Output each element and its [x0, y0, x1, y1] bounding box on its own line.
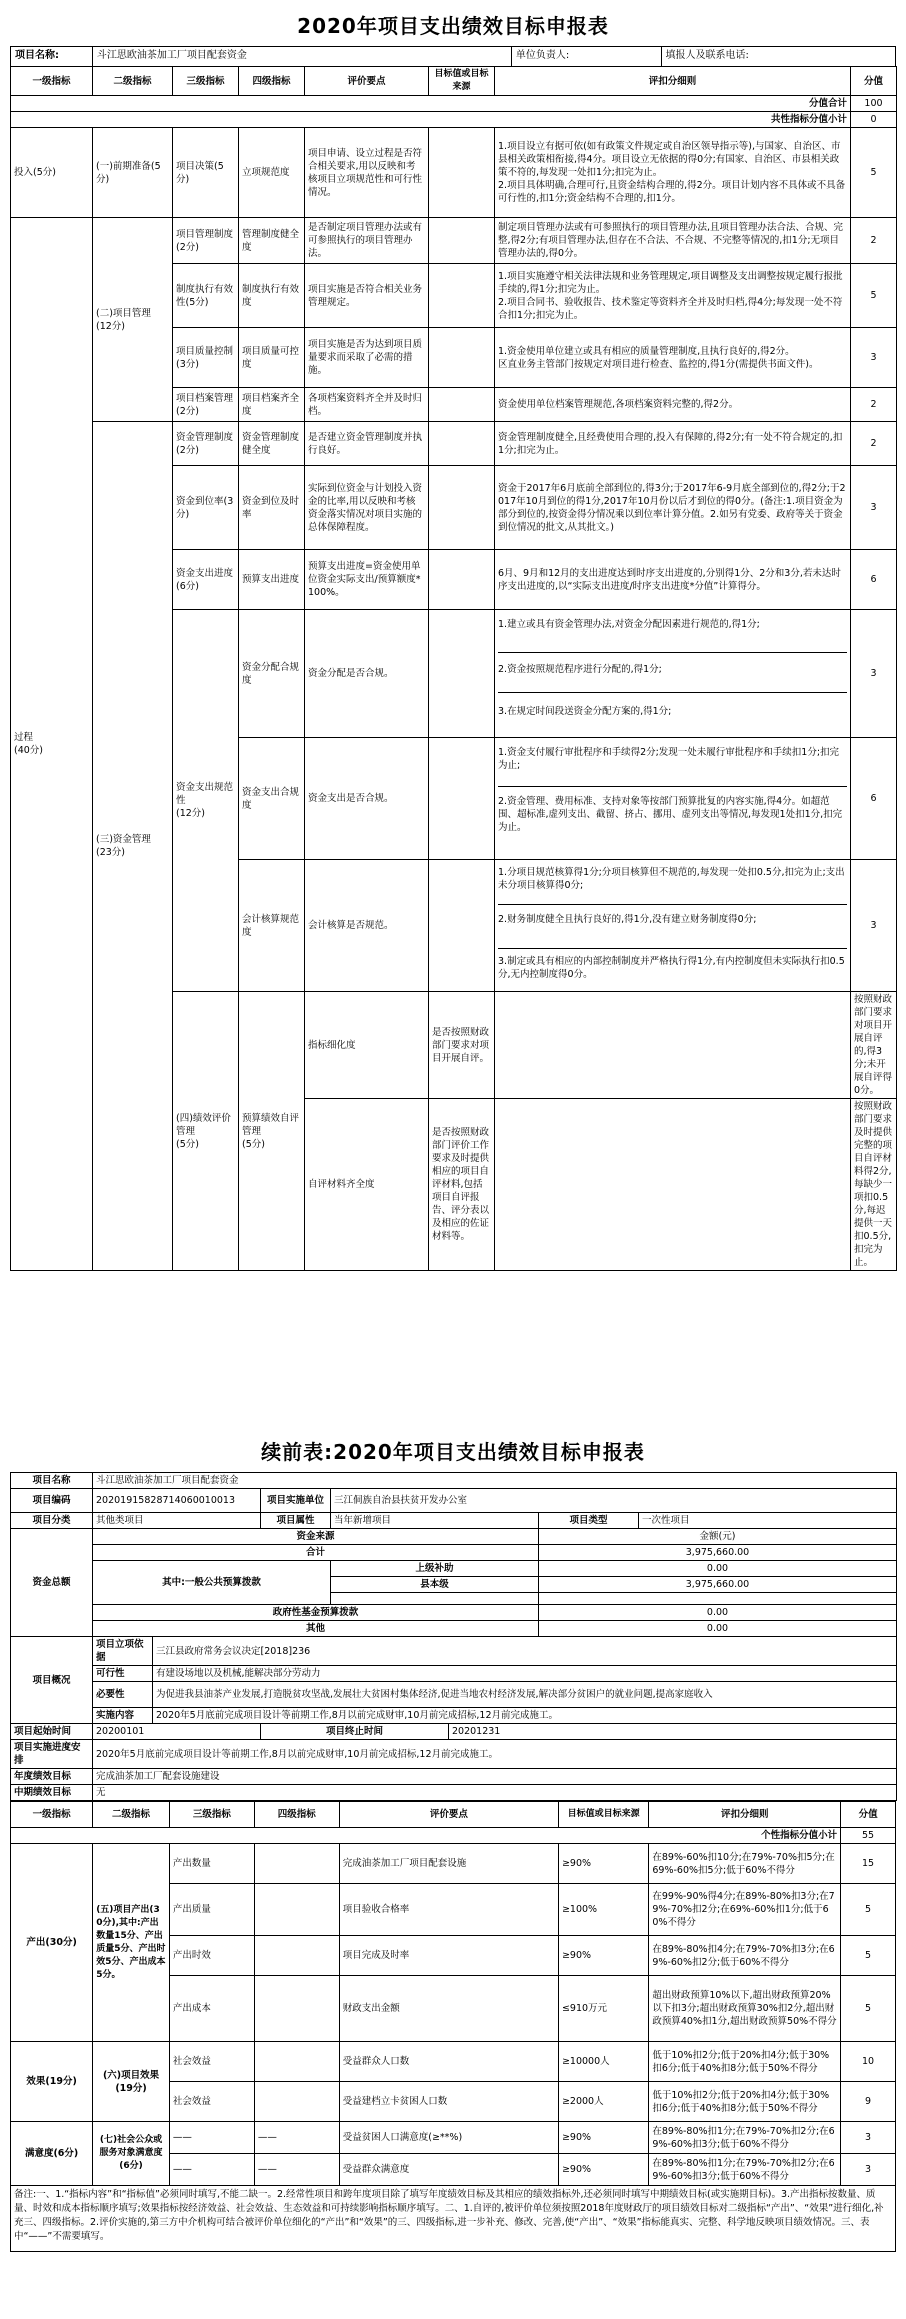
l1-cell: 产出(30分)	[11, 1844, 93, 2042]
plan: 2020年5月底前完成项目设计等前期工作,8月以前完成财审,10月前完成招标,12月前完成施工。	[93, 1740, 897, 1769]
project-name: 斗江思欧油茶加工厂项目配套资金	[93, 1473, 897, 1489]
category-label: 项目分类	[11, 1513, 93, 1529]
subtotal-score: 55	[841, 1828, 896, 1844]
point-cell: 受益建档立卡贫困人口数	[339, 2082, 558, 2122]
l2-cell: (五)项目产出(30分),其中:产出数量15分、产出质量5分、产出时效5分、产出成本5分。	[93, 1844, 170, 2042]
basis-label: 项目立项依据	[93, 1637, 153, 1666]
point-cell: 是否制定项目管理办法或有可参照执行的项目管理办法。	[305, 218, 429, 264]
content-label: 实施内容	[93, 1708, 153, 1724]
project-code: 20201915828714060010013	[93, 1489, 261, 1513]
general-budget-label: 其中:一般公共预算拨款	[93, 1561, 331, 1605]
feasibility: 有建设场地以及机械,能解决部分劳动力	[153, 1666, 897, 1682]
col-header: 评扣分细则	[495, 67, 851, 96]
rule-cell	[495, 738, 851, 860]
page-two	[10, 1432, 896, 2252]
indicator-row	[11, 1844, 896, 1884]
point-cell: 项目实施是否为达到项目质量要求而采取了必需的措施。	[305, 328, 429, 388]
common-score: 0	[851, 112, 897, 128]
target-cell: ≥10000人	[558, 2042, 648, 2082]
point-cell: 受益群众满意度	[339, 2154, 558, 2186]
col-header: 分值	[841, 1802, 896, 1828]
rule-line: 3.在规定时间段送资金分配方案的,得1分;	[498, 692, 847, 736]
l2-cell: (四)绩效评价管理 (5分)	[173, 992, 239, 1271]
project-name: 斗江思欧油茶加工厂项目配套资金	[93, 47, 512, 66]
l2-cell: (一)前期准备(5分)	[93, 128, 173, 218]
point-cell: 实际到位资金与计划投入资金的比率,用以反映和考核资金落实情况对项目实施的总体保障程度。	[305, 466, 429, 550]
score-cell: 9	[841, 2082, 896, 2122]
upper-value: 0.00	[539, 1561, 897, 1577]
county-label: 县本级	[331, 1577, 539, 1593]
rule-cell: 按照财政部门要求对项目开展自评的,得3分;未开展自评得0分。	[851, 992, 897, 1099]
target-cell: ≥90%	[558, 2154, 648, 2186]
l3-cell: 资金管理制度(2分)	[173, 422, 239, 466]
score-cell: 5	[841, 1976, 896, 2042]
rule-cell: 在89%-80%扣1分;在79%-70%扣2分;在69%-60%扣3分;低于60%不得分	[649, 2122, 841, 2154]
category: 其他类项目	[93, 1513, 261, 1529]
other-value: 0.00	[539, 1621, 897, 1637]
score-cell: 10	[841, 2042, 896, 2082]
input-row	[11, 128, 897, 218]
overview-label: 项目概况	[11, 1637, 93, 1724]
start-date: 20200101	[93, 1724, 261, 1740]
l3-cell: 项目决策(5分)	[173, 128, 239, 218]
common-label: 共性指标分值小计	[11, 112, 851, 128]
rule-cell: 1.项目设立有据可依(如有政策文件规定或自治区领导指示等),与国家、自治区、市县相关政策相衔接,得4分。项目设立无依据的得0分;有国家、自治区、市县相关政策不符的,每发现一处扣1分;扣完为止。 2.项目具体明确,合理可行,且资金结构合理的,得2分。项目计划内容不具体或不具备可行性的,扣1分;资金结构不合理的,扣1分。	[495, 128, 851, 218]
contact-label: 填报人及联系电话:	[665, 50, 749, 61]
l4-cell: 自评材料齐全度	[305, 1099, 429, 1271]
l4-cell: ——	[254, 2122, 339, 2154]
total-score: 100	[851, 96, 897, 112]
score-cell: 5	[841, 1936, 896, 1976]
point-cell: 项目完成及时率	[339, 1936, 558, 1976]
l3-cell: 制度执行有效性(5分)	[173, 264, 239, 328]
l3-cell: 社会效益	[169, 2082, 254, 2122]
type-label: 项目类型	[539, 1513, 639, 1529]
rule-cell: 资金管理制度健全,且经费使用合理的,投入有保障的,得2分;有一处不符合规定的,扣1分;扣完为止。	[495, 422, 851, 466]
l3-cell: 项目档案管理(2分)	[173, 388, 239, 422]
target-cell: ≥90%	[558, 1844, 648, 1884]
upper-label: 上级补助	[331, 1561, 539, 1577]
l2-cell: (二)项目管理 (12分)	[93, 218, 173, 422]
target-cell: ≥2000人	[558, 2082, 648, 2122]
score-cell: 5	[851, 128, 897, 218]
l3-cell: 项目管理制度(2分)	[173, 218, 239, 264]
l2-cell: (三)资金管理 (23分)	[93, 422, 173, 1271]
l3-cell: 产出质量	[169, 1884, 254, 1936]
score-cell: 2	[851, 388, 897, 422]
plan-label: 项目实施进度安排	[11, 1740, 93, 1769]
score-cell: 5	[841, 1884, 896, 1936]
point-cell: 预算支出进度=资金使用单位资金实际支出/预算额度*100%。	[305, 550, 429, 610]
score-cell: 2	[851, 422, 897, 466]
col-header: 一级指标	[11, 1802, 93, 1828]
mid-goal: 无	[93, 1785, 897, 1801]
col-header: 目标值或目标来源	[429, 67, 495, 96]
l4-cell: 指标细化度	[305, 992, 429, 1099]
l3-cell: 资金支出规范性 (12分)	[173, 610, 239, 992]
rule-line: 1.建立或具有资金管理办法,对资金分配因素进行规范的,得1分;	[498, 618, 760, 630]
point-cell: 资金支出是否合规。	[305, 738, 429, 860]
l3-cell: ——	[169, 2122, 254, 2154]
col-header: 目标值或目标来源	[558, 1802, 648, 1828]
point-cell: 资金分配是否合规。	[305, 610, 429, 738]
l4-cell: 资金分配合规度	[239, 610, 305, 738]
target-cell: ≥100%	[558, 1884, 648, 1936]
header-row	[11, 1802, 896, 1828]
point-cell: 项目验收合格率	[339, 1884, 558, 1936]
score-cell: 3	[851, 860, 897, 992]
project-overview-table	[10, 1472, 897, 1801]
l3-cell: 资金支出进度(6分)	[173, 550, 239, 610]
l3-cell: ——	[169, 2154, 254, 2186]
start-label: 项目起始时间	[11, 1724, 93, 1740]
end-date: 20201231	[449, 1724, 897, 1740]
total-label: 分值合计	[11, 96, 851, 112]
l4-cell: ——	[254, 2154, 339, 2186]
point-cell: 会计核算是否规范。	[305, 860, 429, 992]
subtotal-label: 个性指标分值小计	[11, 1828, 841, 1844]
l3-cell: 项目质量控制(3分)	[173, 328, 239, 388]
l4-cell: 制度执行有效度	[239, 264, 305, 328]
l4-cell: 资金支出合规度	[239, 738, 305, 860]
indicator-row	[11, 2042, 896, 2082]
rule-line: 1.分项目规范核算得1分;分项目核算但不规范的,每发现一处扣0.5分,扣完为止;支出未分项目核算得0分;	[498, 866, 845, 891]
col-header: 评价要点	[339, 1802, 558, 1828]
project-code-label: 项目编码	[11, 1489, 93, 1513]
rule-cell: 1.项目实施遵守相关法律法规和业务管理规定,项目调整及支出调整按规定履行报批手续的,得1分;扣完为止。 2.项目合同书、验收报告、技术鉴定等资料齐全并及时归档,得4分;每发现一处不符合扣1分;扣完为止。	[495, 264, 851, 328]
point-cell: 各项档案资料齐全并及时归档。	[305, 388, 429, 422]
score-cell: 15	[841, 1844, 896, 1884]
annual-goal: 完成油茶加工厂配套设施建设	[93, 1769, 897, 1785]
col-header: 三级指标	[173, 67, 239, 96]
point-cell: 是否建立资金管理制度并执行良好。	[305, 422, 429, 466]
col-header: 四级指标	[254, 1802, 339, 1828]
unit-head-label: 单位负责人:	[512, 47, 662, 66]
target-cell: ≥90%	[558, 1936, 648, 1976]
l4-cell: 管理制度健全度	[239, 218, 305, 264]
point-cell: 是否按照财政部门要求对项目开展自评。	[429, 992, 495, 1099]
page-title: 续前表:2020年项目支出绩效目标申报表	[261, 1440, 645, 1464]
l2-cell: (七)社会公众或服务对象满意度 (6分)	[93, 2122, 170, 2186]
county-value: 3,975,660.00	[539, 1577, 897, 1593]
necessity-label: 必要性	[93, 1682, 153, 1708]
rule-cell: 超出财政预算10%以下,超出财政预算20%以下扣3分;超出财政预算30%扣2分,超出财政预算40%扣1分,超出财政预算50%不得分	[649, 1976, 841, 2042]
l3-cell: 社会效益	[169, 2042, 254, 2082]
rule-line: 1.资金支付履行审批程序和手续得2分;发现一处未履行审批程序和手续扣1分;扣完为止;	[498, 746, 840, 771]
rule-line: 2.资金按照规范程序进行分配的,得1分;	[498, 652, 847, 692]
content: 2020年5月底前完成项目设计等前期工作,8月以前完成财审,10月前完成招标,12月前完成施工。	[153, 1708, 897, 1724]
l4-cell: 项目档案齐全度	[239, 388, 305, 422]
rule-cell: 资金使用单位档案管理规范,各项档案资料完整的,得2分。	[495, 388, 851, 422]
attribute: 当年新增项目	[331, 1513, 539, 1529]
l1-cell: 投入(5分)	[11, 128, 93, 218]
l3-cell: 产出成本	[169, 1976, 254, 2042]
l1-cell: 效果(19分)	[11, 2042, 93, 2122]
rule-cell: 6月、9月和12月的支出进度达到时序支出进度的,分别得1分、2分和3分,若未达时序支出进度的,以“实际支出进度/时序支出进度*分值”计算得分。	[495, 550, 851, 610]
process-indicator-table	[10, 66, 897, 1271]
rule-cell: 制定项目管理办法或有可参照执行的项目管理办法,且项目管理办法合法、合规、完整,得2分;有项目管理办法,但存在不合法、不合规、不完整等情况的,扣1分;无项目管理办法的,得0分。	[495, 218, 851, 264]
point-cell: 受益群众人口数	[339, 2042, 558, 2082]
feasibility-label: 可行性	[93, 1666, 153, 1682]
l4-cell: 立项规范度	[239, 128, 305, 218]
gov-fund-value: 0.00	[539, 1605, 897, 1621]
point-cell: 项目申请、设立过程是否符合相关要求,用以反映和考核项目立项规范性和可行性情况。	[305, 128, 429, 218]
mid-goal-label: 中期绩效目标	[11, 1785, 93, 1801]
point-cell: 是否按照财政部门评价工作要求及时提供相应的项目自评材料,包括项目自评报告、评分表以及相应的佐证材料等。	[429, 1099, 495, 1271]
rule-cell: 按照财政部门要求及时提供完整的项目自评材料得2分,每缺少一项扣0.5分,每迟提供一天扣0.5分,扣完为止。	[851, 1099, 897, 1271]
point-cell: 项目实施是否符合相关业务管理规定。	[305, 264, 429, 328]
col-header: 评价要点	[305, 67, 429, 96]
target-cell: ≤910万元	[558, 1976, 648, 2042]
necessity: 为促进我县油茶产业发展,打造脱贫攻坚战,发展壮大贫困村集体经济,促进当地农村经济发展,解决部分贫困户的就业问题,提高家庭收入	[153, 1682, 897, 1708]
implementing-unit: 三江侗族自治县扶贫开发办公室	[331, 1489, 897, 1513]
l3-cell: 产出数量	[169, 1844, 254, 1884]
rule-cell: 低于10%扣2分;低于20%扣4分;低于30%扣6分;低于40%扣8分;低于50%不得分	[649, 2082, 841, 2122]
rule-cell: 在99%-90%得4分;在89%-80%扣3分;在79%-70%扣2分;在69%-60%扣1分;低于60%不得分	[649, 1884, 841, 1936]
project-type: 一次性项目	[639, 1513, 897, 1529]
rule-line: 3.制定或具有相应的内部控制制度并严格执行得1分,有内控制度但未实际执行扣0.5分,无内控制度得0分。	[498, 948, 847, 990]
col-header: 四级指标	[239, 67, 305, 96]
project-name-label: 项目名称	[11, 1473, 93, 1489]
l1-cell: 满意度(6分)	[11, 2122, 93, 2186]
page-title: 2020年项目支出绩效目标申报表	[297, 14, 609, 38]
col-header: 评扣分细则	[649, 1802, 841, 1828]
other-label: 其他	[93, 1621, 539, 1637]
score-cell: 6	[851, 738, 897, 860]
score-cell: 3	[851, 328, 897, 388]
l1-cell: 过程 (40分)	[11, 218, 93, 1271]
project-name-label: 项目名称:	[11, 47, 93, 66]
l2-cell: (六)项目效果 (19分)	[93, 2042, 170, 2122]
header-row	[11, 67, 897, 96]
amount-label: 金额(元)	[539, 1529, 897, 1545]
indicator-row	[11, 2122, 896, 2154]
rule-cell: 在89%-80%扣1分;在79%-70%扣2分;在69%-60%扣3分;低于60%不得分	[649, 2154, 841, 2186]
col-header: 分值	[851, 67, 897, 96]
l3-cell: 产出时效	[169, 1936, 254, 1976]
score-cell: 2	[851, 218, 897, 264]
attr-label: 项目属性	[261, 1513, 331, 1529]
rule-line: 2.财务制度健全且执行良好的,得1分,没有建立财务制度得0分;	[498, 904, 847, 948]
fund-total-label: 资金总额	[11, 1529, 93, 1637]
rule-cell: 在89%-80%扣4分;在79%-70%扣3分;在69%-60%扣2分;低于60%不得分	[649, 1936, 841, 1976]
point-cell: 财政支出金额	[339, 1976, 558, 2042]
rule-cell: 低于10%扣2分;低于20%扣4分;低于30%扣6分;低于40%扣8分;低于50%不得分	[649, 2042, 841, 2082]
rule-cell: 1.资金使用单位建立或具有相应的质量管理制度,且执行良好的,得2分。 区直业务主管部门按规定对项目进行检查、监控的,得1分(需提供书面文件)。	[495, 328, 851, 388]
rule-cell	[495, 610, 851, 738]
score-cell: 3	[851, 466, 897, 550]
col-header: 二级指标	[93, 1802, 170, 1828]
col-header: 二级指标	[93, 67, 173, 96]
l3-cell: 资金到位率(3分)	[173, 466, 239, 550]
sum-label: 合计	[93, 1545, 539, 1561]
score-cell: 6	[851, 550, 897, 610]
rule-line: 2.资金管理、费用标准、支持对象等按部门预算批复的内容实施,得4分。如超范围、超标准,虚列支出、截留、挤占、挪用、虚列支出等情况,每发现1处扣1分,扣完为止。	[498, 786, 847, 858]
point-cell: 完成油茶加工厂项目配套设施	[339, 1844, 558, 1884]
page-one	[10, 6, 896, 1271]
output-indicator-table	[10, 1801, 896, 2186]
score-cell: 3	[841, 2122, 896, 2154]
point-cell: 受益贫困人口满意度(≥**%)	[339, 2122, 558, 2154]
indicator-row	[11, 422, 897, 466]
rule-cell: 资金于2017年6月底前全部到位的,得3分;于2017年6-9月底全部到位的,得2分;于2017年10月到位的得1分,2017年10月份以后才到位的得0分。(备注:1.项目资金为部分到位的,按资金得分情况乘以到位率计算分值。2.如另有党委、政府等关于资金到位情况的批文,从其批文。)	[495, 466, 851, 550]
indicator-row	[11, 218, 897, 264]
col-header: 三级指标	[169, 1802, 254, 1828]
sum-value: 3,975,660.00	[539, 1545, 897, 1561]
unit-label: 项目实施单位	[261, 1489, 331, 1513]
source-label: 资金来源	[93, 1529, 539, 1545]
l4-cell: 资金管理制度健全度	[239, 422, 305, 466]
l4-cell: 会计核算规范度	[239, 860, 305, 992]
target-cell	[429, 128, 495, 218]
col-header: 一级指标	[11, 67, 93, 96]
l4-cell: 项目质量可控度	[239, 328, 305, 388]
footnote: 备注:一、1.“指标内容”和“指标值”必须同时填写,不能二缺一。2.经常性项目和跨年度项目除了填写年度绩效目标及其相应的绩效指标外,还必须同时填写中期绩效目标(或实施期目标)。3.产出指标按数量、质量、时效和成本指标顺序填写;效果指标按经济效益、社会效益、生态效益和可持续影响指标顺序填写。二、1.自评的,被评价单位须按照2018年度财政厅的项目绩效目标对二级指标“产出”、“效果”进行细化,补充三、四级指标。2.评价实施的,第三方中介机构可结合被评价单位细化的“产出”和“效果”的三、四级指标,进一步补充、修改、完善,使“产出”、“效果”指标能真实、完整、科学地反映项目绩效情况。三、表中“——”不需要填写。	[10, 2186, 896, 2252]
end-label: 项目终止时间	[261, 1724, 449, 1740]
target-cell: ≥90%	[558, 2122, 648, 2154]
basis: 三江县政府常务会议决定[2018]236	[153, 1637, 897, 1666]
score-cell: 3	[841, 2154, 896, 2186]
score-cell: 3	[851, 610, 897, 738]
score-cell: 5	[851, 264, 897, 328]
l4-cell: 资金到位及时率	[239, 466, 305, 550]
annual-goal-label: 年度绩效目标	[11, 1769, 93, 1785]
rule-cell: 在89%-60%扣10分;在79%-70%扣5分;在69%-60%扣5分;低于60%不得分	[649, 1844, 841, 1884]
l4-cell: 预算支出进度	[239, 550, 305, 610]
rule-cell	[495, 860, 851, 992]
gov-fund-label: 政府性基金预算拨款	[93, 1605, 539, 1621]
project-info-row	[10, 46, 896, 66]
l3-cell: 预算绩效自评管理 (5分)	[239, 992, 305, 1271]
